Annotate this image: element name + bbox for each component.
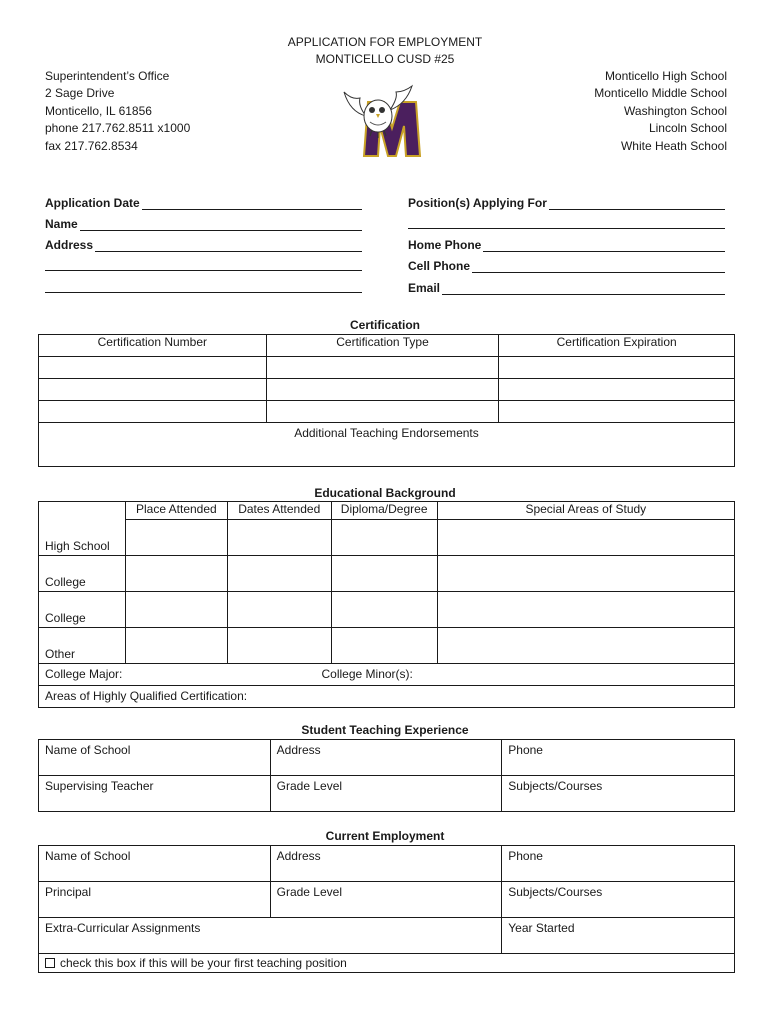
cert-cell[interactable] xyxy=(266,379,499,401)
edu-cell[interactable] xyxy=(331,520,437,556)
st-school-cell[interactable]: Name of School xyxy=(39,740,271,776)
place-attended-header: Place Attended xyxy=(125,502,227,520)
form-title: APPLICATION FOR EMPLOYMENT xyxy=(287,35,483,49)
edu-cell[interactable] xyxy=(331,556,437,592)
table-row xyxy=(39,740,735,776)
table-row xyxy=(39,401,735,423)
edu-cell[interactable] xyxy=(437,556,734,592)
address-field[interactable]: Address xyxy=(45,236,362,252)
address-line-2[interactable] xyxy=(45,270,362,271)
positions-line-2[interactable] xyxy=(408,228,725,229)
ce-address-cell[interactable]: Address xyxy=(270,846,502,882)
table-row xyxy=(39,954,735,973)
current-employment-title: Current Employment xyxy=(325,829,445,843)
edu-cell[interactable] xyxy=(437,520,734,556)
major-minor-row[interactable] xyxy=(39,664,735,686)
address-line-3[interactable] xyxy=(45,292,362,293)
education-table xyxy=(38,501,735,708)
edu-cell[interactable] xyxy=(331,628,437,664)
current-employment-table xyxy=(38,845,735,973)
school-list: Monticello High School Monticello Middle School Washington School Lincoln School White Heath School xyxy=(594,69,727,153)
table-row xyxy=(39,335,735,357)
student-teaching-title: Student Teaching Experience xyxy=(301,723,469,737)
edu-cell[interactable] xyxy=(227,628,331,664)
college-minor-label: College Minor(s): xyxy=(321,667,413,681)
home-phone-field[interactable]: Home Phone xyxy=(408,236,725,252)
ce-subjects-cell[interactable]: Subjects/Courses xyxy=(502,882,735,918)
row-label-college-2: College xyxy=(39,592,126,628)
edu-cell[interactable] xyxy=(331,592,437,628)
cert-cell[interactable] xyxy=(39,401,267,423)
certification-table xyxy=(38,334,735,467)
ce-grade-cell[interactable]: Grade Level xyxy=(270,882,502,918)
st-grade-cell[interactable]: Grade Level xyxy=(270,776,502,812)
edu-cell[interactable] xyxy=(227,556,331,592)
edu-cell[interactable] xyxy=(227,520,331,556)
education-title: Educational Background xyxy=(314,486,456,500)
table-row xyxy=(39,776,735,812)
email-field[interactable]: Email xyxy=(408,279,725,295)
st-phone-cell[interactable]: Phone xyxy=(502,740,735,776)
first-position-row xyxy=(39,954,735,973)
edu-cell[interactable] xyxy=(125,556,227,592)
edu-cell[interactable] xyxy=(125,592,227,628)
cert-cell[interactable] xyxy=(266,357,499,379)
student-teaching-table xyxy=(38,739,735,812)
edu-cell[interactable] xyxy=(125,628,227,664)
office-address: Superintendent’s Office 2 Sage Drive Monticello, IL 61856 phone 217.762.8511 x1000 fax 217.762.8534 xyxy=(45,69,191,153)
ce-extracurricular-cell[interactable]: Extra-Curricular Assignments xyxy=(39,918,502,954)
ce-phone-cell[interactable]: Phone xyxy=(502,846,735,882)
ce-principal-cell[interactable]: Principal xyxy=(39,882,271,918)
row-label-college: College xyxy=(39,556,126,592)
cert-cell[interactable] xyxy=(499,379,735,401)
ce-school-cell[interactable]: Name of School xyxy=(39,846,271,882)
cert-cell[interactable] xyxy=(39,379,267,401)
cert-cell[interactable] xyxy=(39,357,267,379)
cell-phone-field[interactable]: Cell Phone xyxy=(408,257,725,273)
table-row xyxy=(39,628,735,664)
table-row xyxy=(39,502,735,520)
first-position-checkbox[interactable] xyxy=(45,958,55,968)
edu-cell[interactable] xyxy=(437,628,734,664)
edu-cell[interactable] xyxy=(125,520,227,556)
table-row xyxy=(39,686,735,708)
cert-cell[interactable] xyxy=(499,401,735,423)
cert-cell[interactable] xyxy=(266,401,499,423)
hq-certification-cell[interactable]: Areas of Highly Qualified Certification: xyxy=(39,686,735,708)
endorsements-cell[interactable]: Additional Teaching Endorsements xyxy=(39,423,735,467)
table-row xyxy=(39,357,735,379)
table-row xyxy=(39,556,735,592)
diploma-degree-header: Diploma/Degree xyxy=(331,502,437,520)
edu-cell[interactable] xyxy=(437,592,734,628)
college-major-label: College Major: xyxy=(45,667,123,681)
st-subjects-cell[interactable]: Subjects/Courses xyxy=(502,776,735,812)
ce-year-started-cell[interactable]: Year Started xyxy=(502,918,735,954)
table-row xyxy=(39,664,735,686)
first-position-label: check this box if this will be your first teaching position xyxy=(60,956,347,970)
table-row xyxy=(39,379,735,401)
certification-title: Certification xyxy=(349,318,420,332)
table-row xyxy=(39,423,735,467)
name-field[interactable]: Name xyxy=(45,215,362,231)
cert-cell[interactable] xyxy=(499,357,735,379)
row-label-other: Other xyxy=(39,628,126,664)
table-row xyxy=(39,846,735,882)
st-address-cell[interactable]: Address xyxy=(270,740,502,776)
special-areas-header: Special Areas of Study xyxy=(437,502,734,520)
cert-type-header: Certification Type xyxy=(266,335,499,357)
table-row xyxy=(39,520,735,556)
table-row xyxy=(39,918,735,954)
st-supervisor-cell[interactable]: Supervising Teacher xyxy=(39,776,271,812)
dates-attended-header: Dates Attended xyxy=(227,502,331,520)
cert-number-header: Certification Number xyxy=(39,335,267,357)
application-date-field[interactable]: Application Date xyxy=(45,194,362,210)
cert-expiration-header: Certification Expiration xyxy=(499,335,735,357)
positions-field[interactable]: Position(s) Applying For xyxy=(408,194,725,210)
row-label-high-school: High School xyxy=(39,520,126,556)
district-name: MONTICELLO CUSD #25 xyxy=(315,52,455,66)
edu-cell[interactable] xyxy=(227,592,331,628)
table-row xyxy=(39,882,735,918)
district-logo-owl-icon xyxy=(340,82,432,162)
table-row xyxy=(39,592,735,628)
